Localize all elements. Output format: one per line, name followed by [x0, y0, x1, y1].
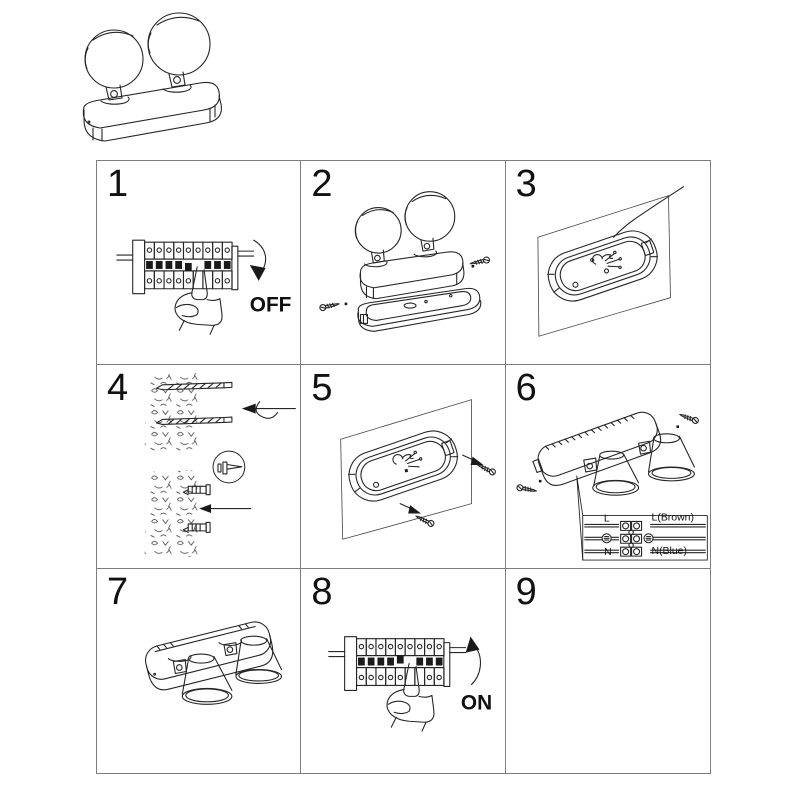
step-number: 9 [515, 571, 537, 613]
step-cell-2 [301, 161, 505, 365]
step-number: 5 [311, 367, 333, 409]
step-cell-7 [97, 569, 301, 773]
step-number: 3 [515, 163, 537, 205]
off-label: OFF [249, 293, 292, 317]
base-plate [358, 288, 481, 331]
step-cell-8 [301, 569, 505, 773]
product-overview-illustration [62, 4, 242, 144]
wire-neutral-label: N(Blue) [651, 546, 687, 558]
step-cell-6 [506, 365, 710, 569]
mains-cable [613, 187, 683, 238]
pressing-hand [387, 664, 434, 732]
step-cell-9 [506, 569, 710, 773]
earth-symbol-icon [602, 534, 611, 543]
terminal-block-detail [584, 521, 705, 559]
step-number: 2 [311, 163, 333, 205]
wire-live-label: L(Brown) [651, 512, 694, 524]
step-cell-1 [97, 161, 301, 365]
insert-arrow [199, 504, 251, 513]
backplate [343, 425, 464, 508]
step-number: 1 [107, 163, 129, 205]
step-number: 7 [107, 571, 129, 613]
wall-texture-bottom [145, 470, 201, 557]
screw-direction-arrow [401, 504, 422, 514]
on-label: ON [461, 691, 493, 715]
terminal-live-label: L [603, 513, 610, 525]
step-cell-3 [506, 161, 710, 365]
screw-icon [516, 484, 536, 493]
step-cell-4 [97, 365, 301, 569]
screw-icon [415, 514, 435, 528]
earth-symbol-icon [644, 534, 653, 543]
pressing-hand [175, 267, 222, 334]
backplate [541, 225, 663, 308]
breaker-toggles [358, 656, 443, 666]
screw-icon [320, 301, 340, 312]
on-arrow [466, 637, 481, 685]
step-number: 6 [515, 367, 537, 409]
terminal-neutral-label: N [603, 547, 612, 559]
step-number: 4 [107, 367, 129, 409]
off-arrow [250, 240, 266, 281]
rotate-direction-icon [242, 402, 296, 419]
step-number: 8 [311, 571, 333, 613]
screw-icon [678, 412, 699, 424]
screw-direction-arrow [463, 455, 484, 465]
plug-detail-magnifier [213, 451, 245, 483]
instruction-grid [96, 160, 711, 774]
breaker-toggles [146, 261, 231, 271]
step-cell-5 [301, 365, 505, 569]
